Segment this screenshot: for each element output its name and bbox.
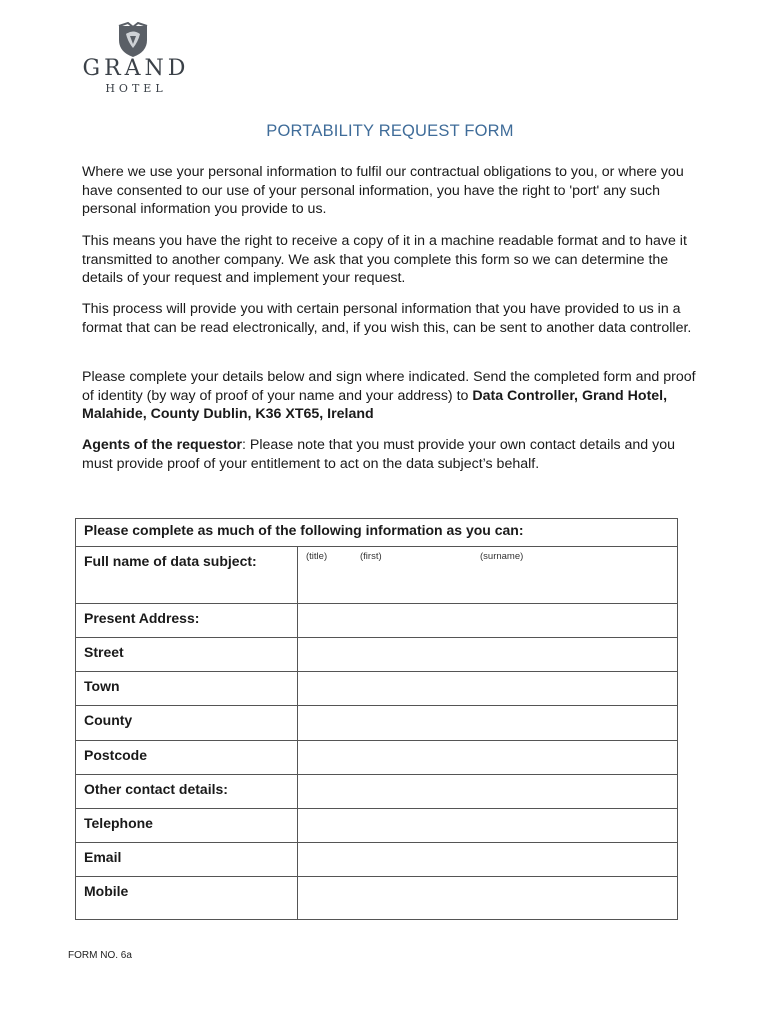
street-field[interactable] <box>298 638 678 672</box>
mobile-label: Mobile <box>76 877 298 920</box>
process-paragraph: This process will provide you with certain personal information that you have provided to us in a format that can be read electronically, and, if you wish this, can be sent to another data controller. <box>82 301 692 336</box>
table-header: Please complete as much of the following information as you can: <box>76 519 678 547</box>
first-name-hint: (first) <box>360 551 382 562</box>
details-table <box>75 518 678 920</box>
email-field[interactable] <box>298 843 678 877</box>
email-label: Email <box>76 843 298 877</box>
mobile-field[interactable] <box>298 877 678 920</box>
logo-name: GRAND <box>82 56 190 81</box>
agents-paragraph <box>82 436 697 473</box>
present-address-field[interactable] <box>298 604 678 638</box>
full-name-field[interactable] <box>298 547 678 604</box>
agents-label: Agents of the requestor <box>82 437 243 453</box>
intro-paragraph: Where we use your personal information to fulfil our contractual obligations to you, or where you have consented to our use of your personal information, you have the right to 'port' any such personal information you provide to us. <box>82 164 684 218</box>
county-field[interactable] <box>298 706 678 741</box>
crest-icon <box>116 22 150 58</box>
logo-subtitle: HOTEL <box>105 82 167 95</box>
instructions-text: Please complete your details below and sign where indicated. Send the completed form and proof of identity (by way of proof of your name and your address) to <box>82 369 696 404</box>
form-number: FORM NO. 6a <box>68 950 132 961</box>
instructions-paragraph <box>82 368 697 424</box>
grand-hotel-logo <box>80 22 192 97</box>
present-address-label: Present Address: <box>76 604 298 638</box>
rights-paragraph: This means you have the right to receive a copy of it in a machine readable format and to have it transmitted to another company. We ask that you complete this form so we can determine the details of your request and implement your request. <box>82 233 687 287</box>
other-contact-label: Other contact details: <box>76 775 298 809</box>
town-field[interactable] <box>298 672 678 706</box>
full-name-label: Full name of data subject: <box>76 547 298 604</box>
agents-text: : Please note that you must provide your own contact details and you must provide proof of your entitlement to act on the data subject’s behalf. <box>82 437 676 472</box>
telephone-label: Telephone <box>76 809 298 843</box>
telephone-field[interactable] <box>298 809 678 843</box>
county-label: County <box>76 706 298 741</box>
town-label: Town <box>76 672 298 706</box>
other-contact-field[interactable] <box>298 775 678 809</box>
street-label: Street <box>76 638 298 672</box>
title-hint: (title) <box>306 551 328 562</box>
data-controller-address: Data Controller, Grand Hotel, Malahide, County Dublin, K36 XT65, Ireland <box>82 387 668 423</box>
surname-hint: (surname) <box>480 551 524 562</box>
postcode-label: Postcode <box>76 741 298 775</box>
postcode-field[interactable] <box>298 741 678 775</box>
form-title: PORTABILITY REQUEST FORM <box>266 122 514 140</box>
